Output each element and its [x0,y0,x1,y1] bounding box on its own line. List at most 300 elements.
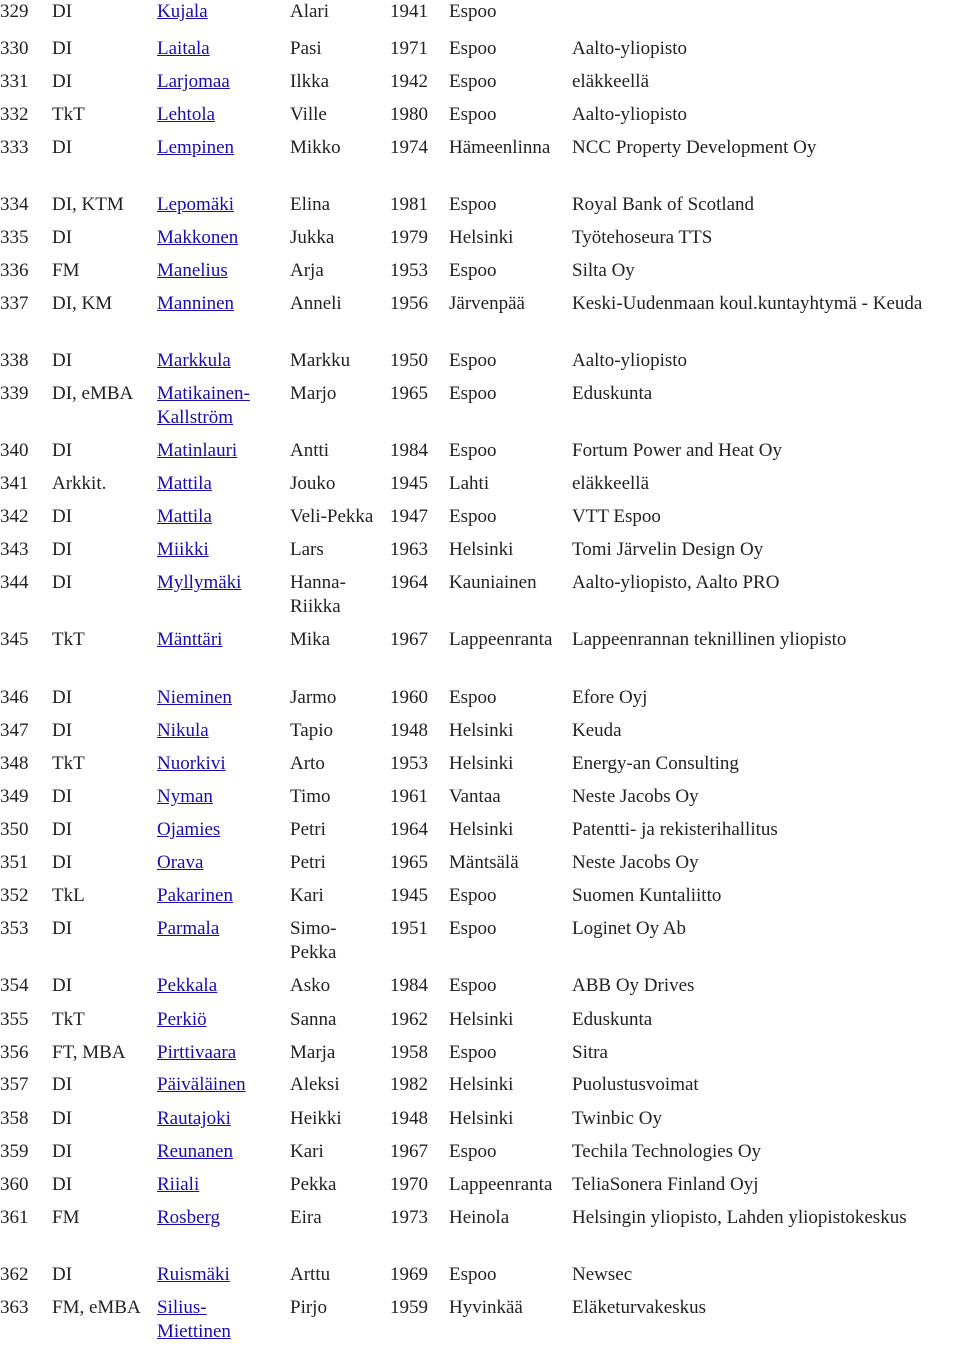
city: Kauniainen [449,572,537,593]
first-name [290,1041,335,1065]
employer: Energy-an Consulting [572,753,739,774]
surname-text: Lempinen [157,137,235,158]
surname-text: Mänttäri [157,629,223,650]
surname-link[interactable] [157,538,209,562]
birth-year: 1980 [390,104,428,125]
city: Helsinki [449,720,514,741]
degree: DI [52,506,73,527]
first-name [290,259,324,283]
degree: FT, MBA [52,1042,126,1063]
employer: Eduskunta [572,383,653,404]
row-number: 330 [0,38,29,59]
first-name [290,103,327,127]
city: Espoo [449,918,497,939]
city: Helsinki [449,539,514,560]
surname-text: Ruismäki [157,1264,230,1285]
surname-text: Reunanen [157,1141,233,1162]
city: Helsinki [449,1074,514,1095]
surname-link[interactable] [157,571,241,595]
first-name-text: Arttu [290,1264,331,1285]
first-name [290,538,324,562]
first-name [290,686,336,710]
first-name-text: Petri [290,819,326,840]
first-name-text: Anneli [290,293,342,314]
row-number: 356 [0,1042,29,1063]
employer: Aalto-yliopisto, Aalto PRO [572,572,780,593]
employer: Lappeenrannan teknillinen yliopisto [572,629,847,650]
surname-link[interactable] [157,752,226,776]
first-name [290,292,342,316]
surname-link[interactable] [157,785,213,809]
surname-text: Mattila [157,506,212,527]
first-name-text: Marja [290,1042,336,1063]
birth-year: 1961 [390,786,428,807]
employer: Loginet Oy Ab [572,918,686,939]
birth-year: 1960 [390,687,428,708]
surname-text: Pekkala [157,975,218,996]
surname-link[interactable] [157,439,237,463]
surname-text: Mattila [157,473,212,494]
first-name [290,382,336,406]
first-name-text: Eira [290,1207,322,1228]
city: Espoo [449,104,497,125]
surname-link[interactable] [157,851,203,875]
first-name-text: Elina [290,194,331,215]
first-name [290,37,322,61]
employer: TeliaSonera Finland Oyj [572,1174,759,1195]
degree: DI [52,1108,73,1129]
row-number: 348 [0,753,29,774]
degree: DI [52,137,73,158]
surname-link[interactable] [157,719,209,743]
birth-year: 1984 [390,440,428,461]
first-name [290,752,325,776]
row-number: 329 [0,1,29,22]
surname-text: Matinlauri [157,440,238,461]
city: Hyvinkää [449,1297,523,1318]
employer: VTT Espoo [572,506,661,527]
city: Järvenpää [449,293,525,314]
birth-year: 1965 [390,852,428,873]
first-name-text: Mikko [290,137,341,158]
first-name-text: Veli-Pekka [290,506,374,527]
first-name [290,136,341,160]
first-name-text: Arto [290,753,325,774]
first-name-text: Tapio [290,720,333,741]
birth-year: 1984 [390,975,428,996]
first-name [290,851,326,875]
first-name-text: Kari [290,1141,324,1162]
first-name [290,1140,324,1164]
birth-year: 1973 [390,1207,428,1228]
surname-link[interactable] [157,1041,236,1065]
surname-text: Lehtola [157,104,216,125]
degree: DI, KTM [52,194,124,215]
degree: DI [52,1141,73,1162]
employer: NCC Property Development Oy [572,137,817,158]
first-name [290,193,330,217]
row-number: 354 [0,975,29,996]
city: Espoo [449,1264,497,1285]
surname-link[interactable] [157,628,222,652]
row-number: 359 [0,1141,29,1162]
row-number: 355 [0,1009,29,1030]
employer: Neste Jacobs Oy [572,786,699,807]
surname-link[interactable] [157,1173,199,1197]
birth-year: 1945 [390,885,428,906]
employer: Efore Oyj [572,687,648,708]
degree: TkT [52,104,85,125]
city: Helsinki [449,1108,514,1129]
employer: Työtehoseura TTS [572,227,713,248]
city: Helsinki [449,753,514,774]
employer: eläkkeellä [572,473,650,494]
surname-text-continued: Miettinen [157,1321,231,1342]
employer: ABB Oy Drives [572,975,695,996]
surname-text: Parmala [157,918,220,939]
first-name [290,917,336,965]
employer: Eduskunta [572,1009,653,1030]
surname-text: Myllymäki [157,572,242,593]
first-name-text-continued: Riikka [290,596,341,617]
degree: FM [52,260,80,281]
row-number: 336 [0,260,29,281]
employer: Keski-Uudenmaan koul.kuntayhtymä - Keuda [572,293,923,314]
surname-link[interactable] [157,70,230,94]
birth-year: 1967 [390,1141,428,1162]
first-name [290,785,331,809]
first-name [290,1173,336,1197]
row-number: 349 [0,786,29,807]
birth-year: 1965 [390,383,428,404]
first-name [290,472,335,496]
employer: Suomen Kuntaliitto [572,885,722,906]
employer: Newsec [572,1264,633,1285]
birth-year: 1982 [390,1074,428,1095]
degree: DI [52,1174,73,1195]
first-name [290,349,350,373]
degree: DI [52,852,73,873]
degree: DI [52,720,73,741]
degree: DI [52,440,73,461]
table-row [0,1206,960,1266]
city: Espoo [449,506,497,527]
first-name-text: Mika [290,629,331,650]
first-name-text: Pasi [290,38,322,59]
first-name-text: Ville [290,104,327,125]
birth-year: 1964 [390,819,428,840]
table-row [0,1296,960,1356]
first-name-text: Timo [290,786,331,807]
row-number: 345 [0,629,29,650]
employer: Tomi Järvelin Design Oy [572,539,764,560]
table-row [0,628,960,688]
row-number: 333 [0,137,29,158]
birth-year: 1967 [390,629,428,650]
first-name [290,719,333,743]
row-number: 363 [0,1297,29,1318]
city: Vantaa [449,786,501,807]
city: Heinola [449,1207,510,1228]
first-name-text: Alari [290,1,330,22]
degree: DI [52,1,73,22]
first-name-text: Lars [290,539,324,560]
surname-link[interactable] [157,472,212,496]
surname-text: Päiväläinen [157,1074,246,1095]
birth-year: 1970 [390,1174,428,1195]
first-name-text: Sanna [290,1009,337,1030]
surname-link[interactable] [157,818,220,842]
surname-link[interactable] [157,1073,246,1097]
first-name [290,1008,336,1032]
surname-text: Manelius [157,260,228,281]
row-number: 338 [0,350,29,371]
row-number: 352 [0,885,29,906]
first-name-text: Arja [290,260,324,281]
first-name [290,505,373,529]
employer: Neste Jacobs Oy [572,852,699,873]
surname-link[interactable] [157,382,250,430]
surname-text: Pirttivaara [157,1042,237,1063]
degree: TkL [52,885,85,906]
surname-link[interactable] [157,1296,231,1344]
birth-year: 1979 [390,227,428,248]
surname-link[interactable] [157,37,210,61]
first-name-text: Markku [290,350,351,371]
city: Hämeenlinna [449,137,551,158]
row-number: 332 [0,104,29,125]
employer: Silta Oy [572,260,635,281]
city: Espoo [449,71,497,92]
birth-year: 1950 [390,350,428,371]
first-name [290,571,346,619]
city: Espoo [449,260,497,281]
first-name-text: Ilkka [290,71,330,92]
birth-year: 1951 [390,918,428,939]
surname-text: Nieminen [157,687,232,708]
first-name-text: Kari [290,885,324,906]
city: Espoo [449,383,497,404]
first-name-text: Hanna- [290,572,346,593]
surname-link[interactable] [157,1107,231,1131]
degree: DI [52,819,73,840]
first-name [290,628,330,652]
city: Espoo [449,1042,497,1063]
degree: TkT [52,753,85,774]
birth-year: 1942 [390,71,428,92]
surname-link[interactable] [157,0,208,24]
first-name [290,974,330,998]
table-row [0,136,960,196]
birth-year: 1971 [390,38,428,59]
first-name [290,1206,322,1230]
surname-link[interactable] [157,226,238,250]
first-name [290,818,326,842]
surname-link[interactable] [157,193,234,217]
degree: DI [52,350,73,371]
row-number: 339 [0,383,29,404]
birth-year: 1948 [390,1108,428,1129]
employer: Sitra [572,1042,608,1063]
employer: Patentti- ja rekisterihallitus [572,819,778,840]
surname-link[interactable] [157,1008,207,1032]
birth-year: 1956 [390,293,428,314]
birth-year: 1962 [390,1009,428,1030]
degree: DI [52,227,73,248]
surname-link[interactable] [157,884,233,908]
birth-year: 1963 [390,539,428,560]
employer: eläkkeellä [572,71,650,92]
city: Espoo [449,194,497,215]
first-name-text: Pirjo [290,1297,327,1318]
surname-text: Ojamies [157,819,221,840]
surname-text: Markkula [157,350,231,371]
row-number: 335 [0,227,29,248]
first-name-text: Pekka [290,1174,337,1195]
row-number: 357 [0,1074,29,1095]
birth-year: 1941 [390,1,428,22]
employer: Aalto-yliopisto [572,350,688,371]
degree: DI [52,918,73,939]
row-number: 353 [0,918,29,939]
surname-text: Manninen [157,293,235,314]
surname-text: Makkonen [157,227,239,248]
city: Espoo [449,1141,497,1162]
row-number: 331 [0,71,29,92]
degree: FM, eMBA [52,1297,141,1318]
surname-text: Nyman [157,786,213,807]
city: Espoo [449,975,497,996]
employer: Royal Bank of Scotland [572,194,755,215]
surname-link[interactable] [157,505,212,529]
city: Espoo [449,1,497,22]
row-number: 342 [0,506,29,527]
employer: Keuda [572,720,622,741]
degree: DI [52,71,73,92]
birth-year: 1974 [390,137,428,158]
degree: DI [52,786,73,807]
row-number: 358 [0,1108,29,1129]
employer: Eläketurvakeskus [572,1297,707,1318]
first-name-text: Jouko [290,473,336,494]
employer: Aalto-yliopisto [572,104,688,125]
first-name [290,884,324,908]
surname-link[interactable] [157,974,217,998]
first-name [290,1296,327,1320]
surname-link[interactable] [157,917,219,941]
surname-text: Matikainen- [157,383,250,404]
degree: DI [52,975,73,996]
first-name-text: Antti [290,440,330,461]
first-name [290,1073,340,1097]
city: Lappeenranta [449,629,553,650]
surname-text: Kujala [157,1,208,22]
table-row [0,382,960,442]
first-name [290,1263,330,1287]
surname-text: Perkiö [157,1009,207,1030]
row-number: 334 [0,194,29,215]
birth-year: 1958 [390,1042,428,1063]
city: Espoo [449,38,497,59]
surname-link[interactable] [157,259,228,283]
table-row [0,917,960,977]
row-number: 360 [0,1174,29,1195]
table-row [0,571,960,631]
surname-text-continued: Kallström [157,407,233,428]
surname-text: Miikki [157,539,209,560]
city: Helsinki [449,227,514,248]
surname-link[interactable] [157,103,215,127]
degree: TkT [52,1009,85,1030]
row-number: 362 [0,1264,29,1285]
employer: Helsingin yliopisto, Lahden yliopistokeskus [572,1207,907,1228]
surname-link[interactable] [157,686,232,710]
city: Espoo [449,350,497,371]
row-number: 341 [0,473,29,494]
surname-link[interactable] [157,136,234,160]
first-name-text: Petri [290,852,326,873]
row-number: 337 [0,293,29,314]
surname-link[interactable] [157,1263,230,1287]
first-name [290,439,329,463]
surname-text: Orava [157,852,204,873]
birth-year: 1959 [390,1297,428,1318]
degree: DI [52,539,73,560]
employer: Techila Technologies Oy [572,1141,762,1162]
surname-link[interactable] [157,292,234,316]
degree: Arkkit. [52,473,107,494]
degree: DI [52,687,73,708]
surname-text: Lepomäki [157,194,235,215]
surname-link[interactable] [157,349,231,373]
surname-text: Rautajoki [157,1108,231,1129]
first-name-text: Simo- [290,918,337,939]
city: Lappeenranta [449,1174,553,1195]
birth-year: 1948 [390,720,428,741]
row-number: 347 [0,720,29,741]
surname-link[interactable] [157,1140,233,1164]
surname-text: Nuorkivi [157,753,226,774]
degree: DI [52,1074,73,1095]
degree: DI [52,572,73,593]
first-name-text: Marjo [290,383,337,404]
city: Helsinki [449,1009,514,1030]
degree: DI, eMBA [52,383,134,404]
first-name-text: Heikki [290,1108,342,1129]
surname-text: Riiali [157,1174,200,1195]
surname-text: Laitala [157,38,210,59]
employer: Twinbic Oy [572,1108,662,1129]
city: Espoo [449,885,497,906]
row-number: 340 [0,440,29,461]
first-name-text: Jukka [290,227,335,248]
surname-link[interactable] [157,1206,220,1230]
degree: TkT [52,629,85,650]
first-name [290,70,329,94]
row-number: 344 [0,572,29,593]
first-name [290,226,334,250]
first-name [290,1107,342,1131]
row-number: 343 [0,539,29,560]
city: Helsinki [449,819,514,840]
degree: FM [52,1207,80,1228]
first-name-text: Jarmo [290,687,337,708]
employer: Aalto-yliopisto [572,38,688,59]
city: Espoo [449,440,497,461]
birth-year: 1969 [390,1264,428,1285]
birth-year: 1953 [390,753,428,774]
surname-text: Larjomaa [157,71,230,92]
